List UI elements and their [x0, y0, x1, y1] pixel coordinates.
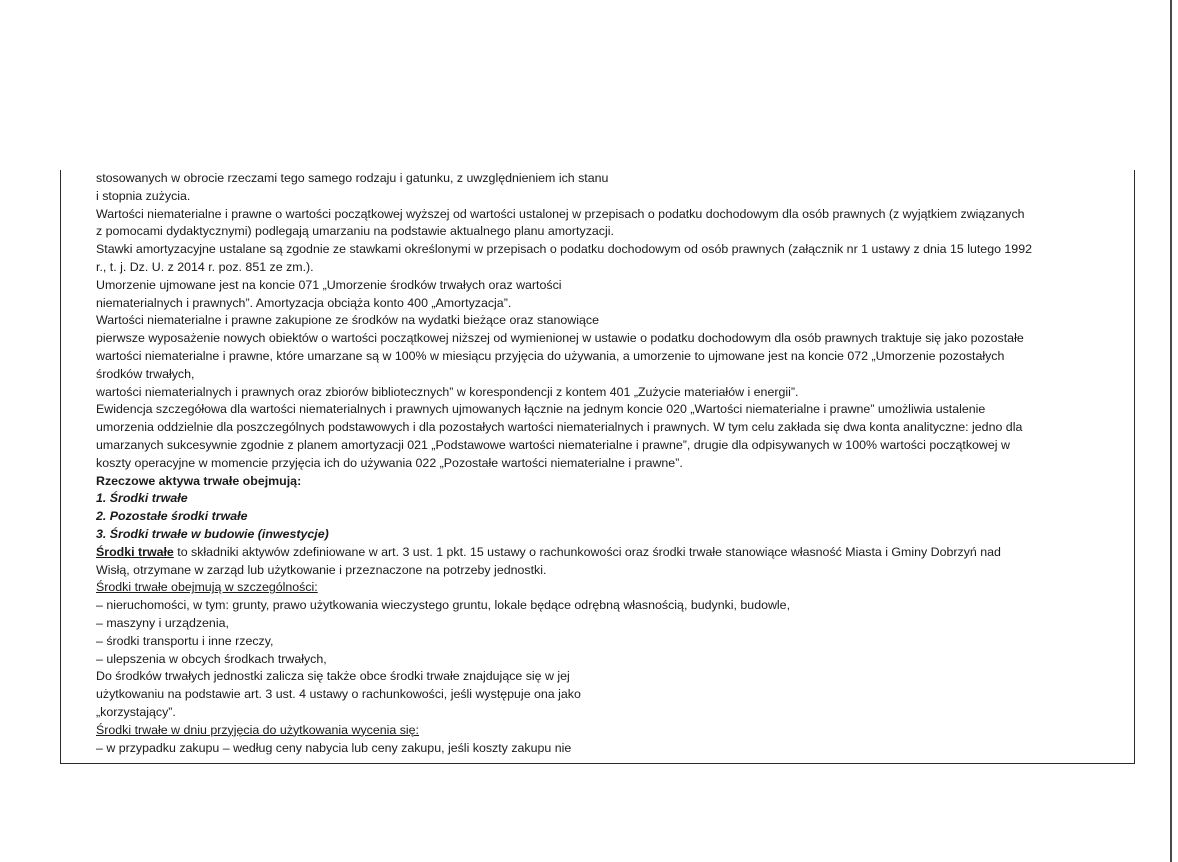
- text-line: [96, 633, 1126, 651]
- line-text: koszty operacyjne w momencie przyjęcia ich do używania 022 „Pozostałe wartości niematerialne i prawne”.: [96, 455, 683, 470]
- bold-underlined-term: Środki trwałe: [96, 544, 174, 559]
- line-text: Wartości niematerialne i prawne zakupione ze środków na wydatki bieżące oraz stanowiące: [96, 313, 599, 328]
- text-line: [96, 651, 1126, 669]
- text-line: [96, 562, 1126, 580]
- text-line: [96, 508, 1126, 526]
- line-text: stosowanych w obrocie rzeczami tego samego rodzaju i gatunku, z uwzględnieniem ich stanu: [96, 171, 609, 185]
- line-text: – nieruchomości, w tym: grunty, prawo użytkowania wieczystego gruntu, lokale będące odrębną własnością, budynki, budowle,: [96, 598, 791, 613]
- text-line: [96, 223, 1126, 241]
- text-line: [96, 295, 1126, 313]
- line-text: „korzystający”.: [96, 704, 176, 719]
- text-line: [96, 597, 1126, 615]
- line-text: z pomocami dydaktycznymi) podlegają umarzaniu na podstawie aktualnego planu amortyzacji.: [96, 224, 614, 239]
- text-line: [96, 259, 1126, 277]
- text-line: [96, 490, 1126, 508]
- text-line: [96, 722, 1126, 740]
- text-line: [96, 312, 1126, 330]
- line-text: – w przypadku zakupu – według ceny nabycia lub ceny zakupu, jeśli koszty zakupu nie: [96, 740, 572, 755]
- line-text: pierwsze wyposażenie nowych obiektów o wartości początkowej niższej od wymienionej w ustawie o podatku dochodowym dla osób prawnych traktuje się jako pozostałe: [96, 331, 1024, 346]
- list-heading: 3. Środki trwałe w budowie (inwestycje): [96, 526, 329, 541]
- line-text: Wisłą, otrzymane w zarząd lub użytkowanie i przeznaczone na potrzeby jednostki.: [96, 562, 547, 577]
- text-line: [96, 668, 1126, 686]
- text-line: [96, 544, 1126, 562]
- line-text: umorzenia oddzielnie dla poszczególnych podstawowych i dla pozostałych wartości niematerialnych i prawnych. W tym celu zakłada się dwa konta analityczne: jedno dla: [96, 420, 1023, 435]
- text-line: [96, 455, 1126, 473]
- text-line: [96, 366, 1126, 384]
- text-line: [96, 437, 1126, 455]
- line-text: Ewidencja szczegółowa dla wartości niematerialnych i prawnych ujmowanych łącznie na jednym koncie 020 „Wartości niematerialne i prawne” umożliwia ustalenie: [96, 402, 986, 417]
- line-text: środków trwałych,: [96, 366, 195, 381]
- line-text: Stawki amortyzacyjne ustalane są zgodnie ze stawkami określonymi w przepisach o podatku dochodowym od osób prawnych (załącznik nr 1 ustawy z dnia 15 lutego 1992: [96, 242, 1032, 257]
- text-line: [96, 348, 1126, 366]
- text-line: [96, 526, 1126, 544]
- underlined-subheading: Środki trwałe w dniu przyjęcia do użytkowania wycenia się:: [96, 722, 419, 737]
- line-text: użytkowaniu na podstawie art. 3 ust. 4 ustawy o rachunkowości, jeśli występuje ona jako: [96, 687, 581, 702]
- text-line: [96, 704, 1126, 722]
- line-text: niematerialnych i prawnych”. Amortyzacja obciąża konto 400 „Amortyzacja”.: [96, 295, 512, 310]
- line-text: Wartości niematerialne i prawne o wartości początkowej wyższej od wartości ustalonej w przepisach o podatku dochodowym dla osób prawnych (z wyjątkiem związanych: [96, 206, 1025, 221]
- line-text: – środki transportu i inne rzeczy,: [96, 633, 274, 648]
- scan-edge-line: [1170, 0, 1172, 862]
- line-rest: to składniki aktywów zdefiniowane w art. 3 ust. 1 pkt. 15 ustawy o rachunkowości oraz środki trwałe stanowiące własność Miasta i Gminy Dobrzyń nad: [173, 544, 1001, 559]
- text-line: [96, 473, 1126, 491]
- text-line: [96, 384, 1126, 402]
- text-line: [96, 241, 1126, 259]
- text-line: [96, 277, 1126, 295]
- line-text: i stopnia zużycia.: [96, 188, 191, 203]
- underlined-subheading: Środki trwałe obejmują w szczególności:: [96, 580, 318, 595]
- line-text: wartości niematerialnych i prawnych oraz zbiorów bibliotecznych” w korespondencji z kontem 401 „Zużycie materiałów i energii”.: [96, 384, 799, 399]
- section-heading: Rzeczowe aktywa trwałe obejmują:: [96, 473, 302, 488]
- line-text: Do środków trwałych jednostki zalicza się także obce środki trwałe znajdujące się w jej: [96, 669, 570, 684]
- line-text: – maszyny i urządzenia,: [96, 615, 229, 630]
- text-line: [96, 615, 1126, 633]
- line-text: – ulepszenia w obcych środkach trwałych,: [96, 651, 327, 666]
- text-line: [96, 579, 1126, 597]
- text-line: [96, 401, 1126, 419]
- document-body: [96, 170, 1126, 757]
- list-heading: 2. Pozostałe środki trwałe: [96, 509, 248, 524]
- text-line: [96, 330, 1126, 348]
- text-line: [96, 686, 1126, 704]
- list-heading: 1. Środki trwałe: [96, 491, 188, 506]
- text-line: [96, 419, 1126, 437]
- text-line: [96, 188, 1126, 206]
- line-text: r., t. j. Dz. U. z 2014 r. poz. 851 ze zm.).: [96, 259, 314, 274]
- text-line: [96, 170, 1126, 188]
- text-line: [96, 206, 1126, 224]
- line-text: wartości niematerialne i prawne, które umarzane są w 100% w miesiącu przyjęcia do używania, a umorzenie to ujmowane jest na koncie 072 „Umorzenie pozostałych: [96, 348, 1005, 363]
- line-text: Umorzenie ujmowane jest na koncie 071 „Umorzenie środków trwałych oraz wartości: [96, 277, 562, 292]
- line-text: umarzanych sukcesywnie zgodnie z planem amortyzacji 021 „Podstawowe wartości niematerialne i prawne”, drugie dla odpisywanych w 100% wartości początkowej w: [96, 437, 1010, 452]
- text-line: [96, 740, 1126, 758]
